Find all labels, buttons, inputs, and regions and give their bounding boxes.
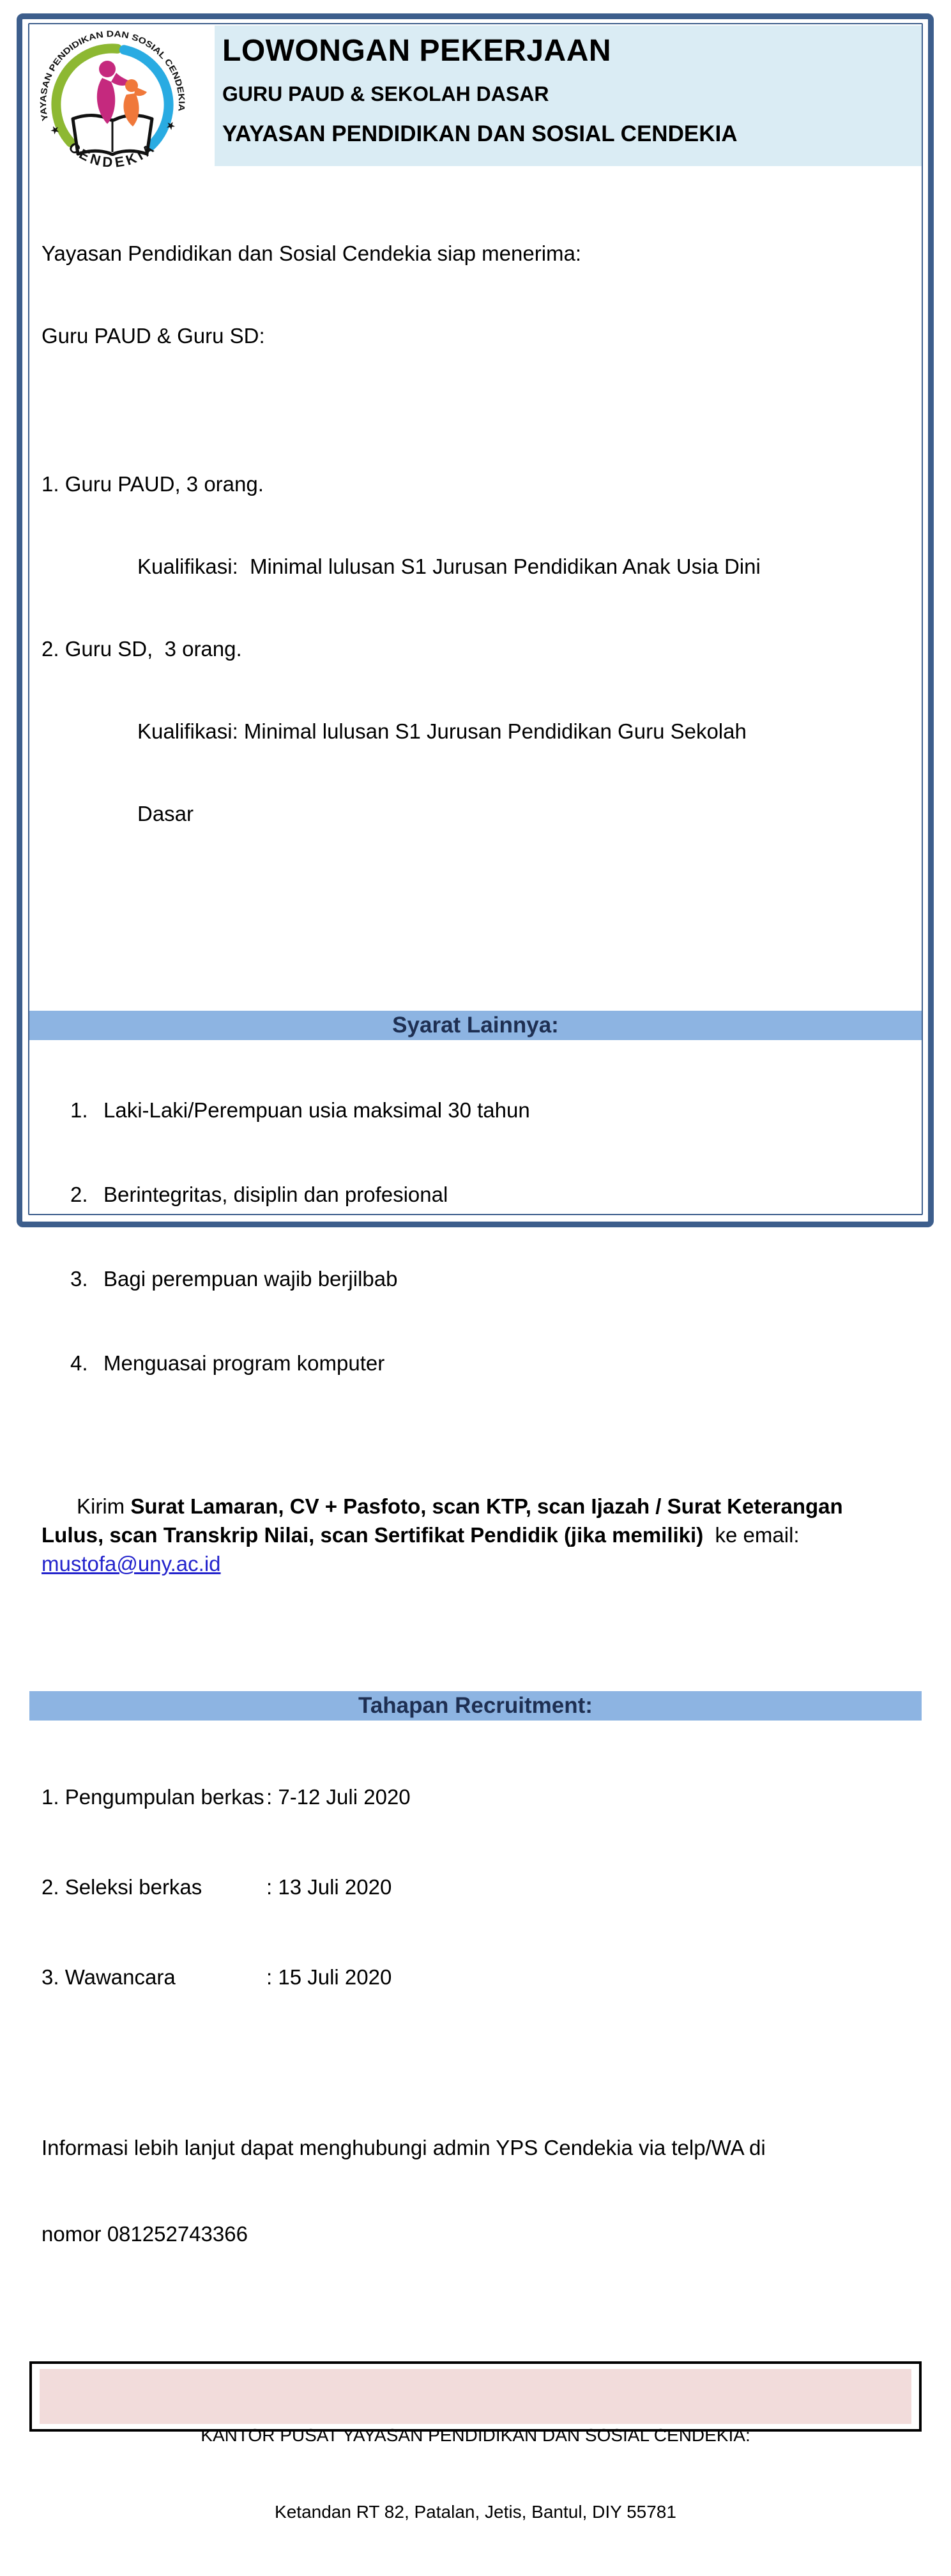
requirement-item xyxy=(42,1181,909,1209)
requirement-number: 2. xyxy=(70,1183,88,1206)
stage-label: 2. Seleksi berkas xyxy=(42,1875,202,1899)
job-item-2-qualification-cont: Dasar xyxy=(137,802,194,825)
job-item-1: 1. Guru PAUD, 3 orang. xyxy=(42,472,264,496)
logo-star-right-icon: ★ xyxy=(164,118,178,134)
contact-info-line-2: nomor 081252743366 xyxy=(42,2222,248,2246)
job-list xyxy=(42,415,909,882)
recruitment-stage-list xyxy=(42,1722,909,2052)
stage-date: : 7-12 Juli 2020 xyxy=(266,1785,411,1809)
foundation-logo-graphic xyxy=(36,23,189,190)
recruitment-stage xyxy=(42,1872,909,1902)
requirement-item xyxy=(42,1096,909,1124)
recruitment-banner: Tahapan Recruitment: xyxy=(29,1691,922,1721)
page-content xyxy=(29,24,922,2522)
intro-paragraph xyxy=(42,185,909,404)
header-subtitle-foundation: YAYASAN PENDIDIKAN DAN SOSIAL CENDEKIA xyxy=(222,121,738,146)
job-item-1-qualification: Kualifikasi: Minimal lulusan S1 Jurusan Pendidikan Anak Usia Dini xyxy=(137,555,761,578)
requirement-list xyxy=(42,1040,909,1434)
intro-line-2: Guru PAUD & Guru SD: xyxy=(42,324,265,348)
page-title: LOWONGAN PEKERJAAN xyxy=(222,34,612,68)
intro-line-1: Yayasan Pendidikan dan Sosial Cendekia siap menerima: xyxy=(42,241,582,265)
job-item-2-qualification: Kualifikasi: Minimal lulusan S1 Jurusan Pendidikan Guru Sekolah xyxy=(137,719,747,743)
stage-date: : 13 Juli 2020 xyxy=(266,1875,392,1899)
job-item-2: 2. Guru SD, 3 orang. xyxy=(42,637,242,661)
syarat-banner: Syarat Lainnya: xyxy=(29,1011,922,1040)
head-office-address: Ketandan RT 82, Patalan, Jetis, Bantul, DIY 55781 xyxy=(275,2502,676,2522)
requirement-text: Menguasai program komputer xyxy=(103,1351,385,1375)
apply-documents-bold: Surat Lamaran, CV + Pasfoto, scan KTP, scan Ijazah / Surat Keterangan Lulus, scan Transkrip Nilai, scan Sertifikat Pendidik (jika memiliki) xyxy=(42,1494,849,1547)
requirement-number: 1. xyxy=(70,1098,88,1122)
logo-star-left-icon: ★ xyxy=(47,122,63,138)
recruitment-stage xyxy=(42,1962,909,1992)
requirement-text: Berintegritas, disiplin dan profesional xyxy=(103,1183,448,1206)
header-subtitle-roles: GURU PAUD & SEKOLAH DASAR xyxy=(222,82,549,105)
recruitment-stage xyxy=(42,1782,909,1812)
requirement-item xyxy=(42,1349,909,1377)
requirement-number: 4. xyxy=(70,1351,88,1375)
requirement-number: 3. xyxy=(70,1267,88,1291)
contact-info-paragraph xyxy=(42,2076,909,2306)
header xyxy=(29,24,922,171)
stage-label: 3. Wawancara xyxy=(42,1965,176,1989)
head-office-box xyxy=(29,2361,922,2522)
email-link[interactable]: mustofa@uny.ac.id xyxy=(42,1552,221,1575)
foundation-logo xyxy=(36,23,189,190)
application-paragraph xyxy=(42,1463,909,1607)
requirement-text: Laki-Laki/Perempuan usia maksimal 30 tahun xyxy=(103,1098,530,1122)
requirement-text: Bagi perempuan wajib berjilbab xyxy=(103,1267,398,1291)
requirement-item xyxy=(42,1265,909,1293)
apply-prefix: Kirim xyxy=(77,1494,131,1518)
stage-date: : 15 Juli 2020 xyxy=(266,1965,392,1989)
apply-middle: ke email: xyxy=(703,1523,805,1547)
head-office-title: KANTOR PUSAT YAYASAN PENDIDIKAN DAN SOSIAL CENDEKIA: xyxy=(201,2425,750,2445)
contact-info-line-1: Informasi lebih lanjut dapat menghubungi admin YPS Cendekia via telp/WA di xyxy=(42,2136,766,2159)
stage-label: 1. Pengumpulan berkas xyxy=(42,1785,264,1809)
logo-bottom-text: CENDEKIA xyxy=(65,139,160,171)
head-office-inner xyxy=(40,2369,911,2522)
header-title-box xyxy=(215,26,922,166)
logo-arc-text: YAYASAN PENDIDIKAN DAN SOSIAL CENDEKIA xyxy=(38,29,187,122)
